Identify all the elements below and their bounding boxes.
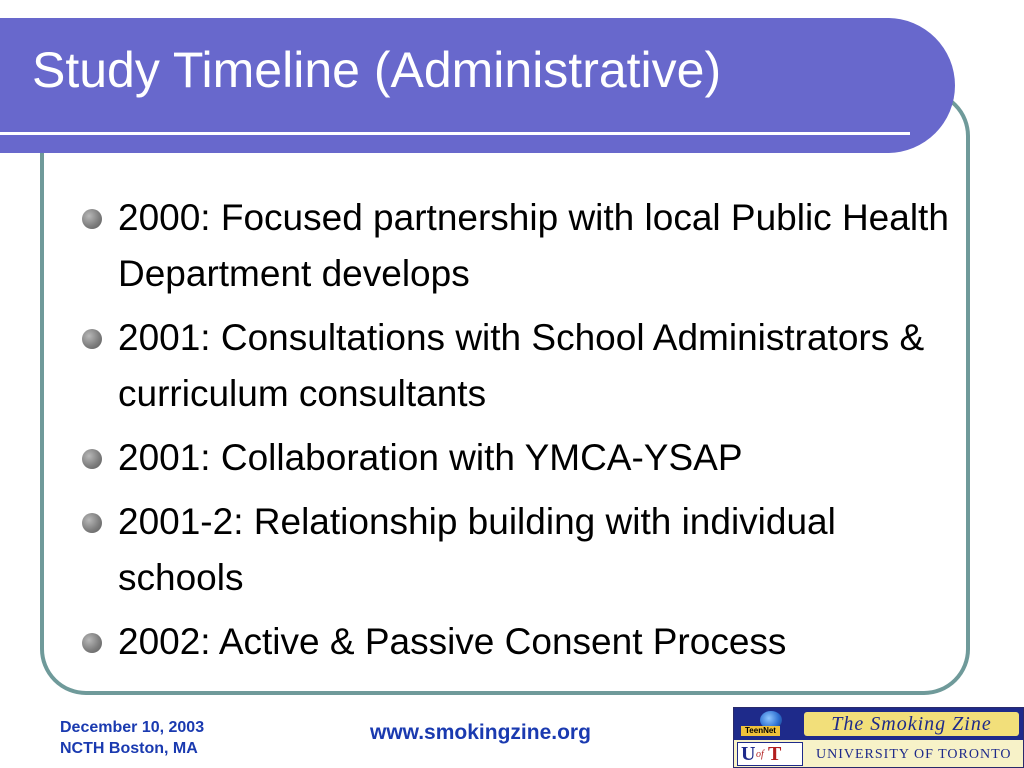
- bullet-text: 2002: Active & Passive Consent Process: [118, 621, 787, 662]
- bullet-item: [82, 310, 952, 422]
- footer-location: NCTH Boston, MA: [60, 740, 198, 757]
- logo-teennet-label: TeenNet: [741, 726, 780, 736]
- bullet-item: [82, 190, 952, 302]
- bullet-item: [82, 614, 952, 670]
- bullet-item: [82, 494, 952, 606]
- slide-title: Study Timeline (Administrative): [32, 42, 722, 98]
- bullet-dot-icon: [82, 209, 102, 229]
- title-underline: [0, 132, 910, 135]
- footer-url-link[interactable]: www.smokingzine.org: [370, 721, 591, 744]
- bullet-item: [82, 430, 952, 486]
- bullet-dot-icon: [82, 329, 102, 349]
- footer-date: December 10, 2003: [60, 719, 205, 736]
- uoft-u-letter: U: [741, 743, 756, 765]
- bullet-text: 2001-2: Relationship building with individual schools: [118, 501, 836, 598]
- bullet-text: 2000: Focused partnership with local Public Health Department develops: [118, 197, 949, 294]
- bullet-dot-icon: [82, 513, 102, 533]
- uoft-crest: [737, 742, 803, 766]
- bullet-dot-icon: [82, 449, 102, 469]
- bullet-text: 2001: Consultations with School Administrators & curriculum consultants: [118, 317, 925, 414]
- logo-university-name: UNIVERSITY OF TORONTO: [816, 747, 1012, 762]
- uoft-t-letter: T: [768, 743, 782, 765]
- bullet-text: 2001: Collaboration with YMCA-YSAP: [118, 437, 743, 478]
- logo-zine-title: The Smoking Zine: [804, 712, 1019, 736]
- bullet-list: [82, 190, 952, 678]
- bullet-dot-icon: [82, 633, 102, 653]
- uoft-of-letters: of: [756, 749, 764, 760]
- footer-info: [60, 717, 204, 759]
- smoking-zine-logo: [733, 707, 1024, 768]
